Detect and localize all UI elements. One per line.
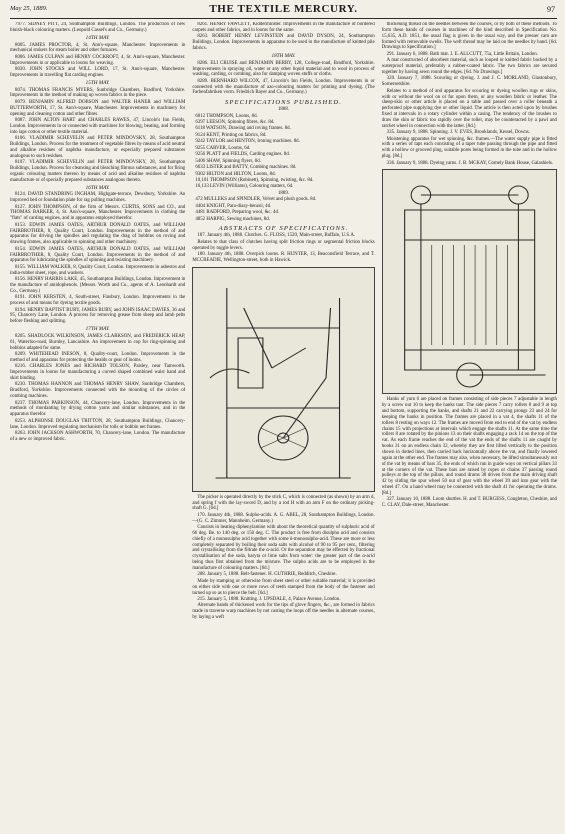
patent-entry: 8263. ROBERT HENRY LEVINSTEIN and DAVID DYSON, 24, Southampton Buildings, London. Improvements in apparatus to be used in the manufacture of knitted pile fabrics. [192,34,375,51]
abstract-entry: 320. January 7, 1888. Scouring or dyeing. J. and J. C. MORLAND, Glastonbury, Somersetshire. [381,76,557,88]
abstract-entry: 208. January 5, 1888. Belt-fastener. H. GUTHRIE, Redditch, Cheshire. [197,572,337,578]
abstract-entry: Relates to a method of and apparatus for scouring or dyeing woollen rugs or skins, with or without the wool on or fur upon them, or any woollen fabric or leather. The sheep-skin or other article is placed on a table and passed over a roller beneath a perforated pipe supplying dye or other liquid. The article is then acted upon by brushes fixed at intervals in a rotary cylinder within a casing. The tendency of the brushes to draw the skin or fabric too rapidly over the roller, may be counteracted by a pawl and ratchet wheel in connection with the latter. [8d.] [381,88,557,129]
abstract-entry: A mat constructed of absorbent material, such as looped or knitted fabric backed by a waterproof material, preferably a rubber-coated fabric. The two fabrics are secured together by having sewn round the edges. [6d. No Drawings.] [381,58,557,75]
dyeing-machine-figure [382,169,557,394]
abstract-entry: The picker is operated directly by the stick C, which is connected (as shown) by an arm d, and spring f with the lay-sword D, and by a rod H with an arm F on the ordinary picking-shaft G. [6d.] [192,494,375,512]
column-2 [192,22,374,822]
spec-item: 9302 HILTON and HILTON, Looms, 8d. [195,171,276,177]
patent-entry: 8194. HENRY BAPTIST BURY, JAMES BURY, and JOHN ISAAC DAVIES, 36 and 95, Chancery Lane, London. A process for removing grease from sheep and lamb pelts before fleshing and splitting. [10,307,186,325]
columns [10,22,557,822]
date-heading: 17TH MAY. [85,326,110,333]
specifications-list-1889 [192,197,374,222]
patent-entry: 8006. JAMES CULPAN and HENRY COCKROFT, 4, St. Ann's-square, Manchester. Improvements in or applicable to looms for weaving. [10,54,186,66]
patent-entry: 8209. WHITEHEAD INESON, 8, Quality-court, London. Improvements in the method of and apparatus for protecting the healds or gear of looms. [10,352,186,363]
spec-item: 9124 KENT, Printing on fabrics, 8d. [195,132,267,138]
issue-date: May 25, 1889. [10,5,48,12]
date-heading: 14TH MAY. [85,34,110,41]
spec-item: 6118 WATSON, Drawing and roving frames. 8d. [195,126,291,132]
loom-diagram-figure [192,267,374,492]
spec-item: 6397 LEESON, Spinning fibres, &c. 8d. [195,120,275,126]
patent-entry: 8216. CHARLES JONES and RICHARD TOLSON, Paisley, near Tamworth. Improvements in looms for manufacturing a curved shaped combined waist band and skirt binding. [10,364,186,381]
patent-entry: 7977. SIDNEY PITT, 24, Southampton Buildings, London. The production of new bluish-black colouring matters. (Leopold Cassel's and Co., Germany.) [10,22,186,33]
section-heading-specifications: SPECIFICATIONS PUBLISHED. [225,99,342,107]
page-number: 97 [547,5,555,14]
patent-entry: 8286. ELI CRUISE and BENJAMIN BERRY, 128, College-road, Bradford, Yorkshire. Improvements in spraying oil, water or any other liquid material and to wool in process of washing, carding, or combing, also for damping woven stuffs or cloths. [192,60,375,78]
patent-entry: 8074. THOMAS FRANCIS MYERS, Sunbridge Chambers, Bradford, Yorkshire. Improvements in the method of making up woven fabrics in the piece. [10,87,186,99]
patent-entry: 8289. BERNHARD WILCOX, 47, Lincoln's Inn Fields, London. Improvements in or connected with the manufacture of azo-colouring matters for printing and dyeing. (The Farbenfabriken vorm. Friedrich Bayer and Co., Germany.) [192,78,375,96]
specifications-list-1888 [192,114,374,191]
patent-entry: 8191. JOHN KERSTEN, 4, South-street, Finsbury, London. Improvements in the process of and means for dyeing textile goods. [10,295,186,307]
patent-entry: 8005. JAMES PROCTOR, 4, St. Ann's-square, Manchester. Improvements in mechanical stokers for steam boiler and other furnaces. [10,42,186,54]
abstract-entry: 180. January 4th, 1888. Overpick looms. R. HUNTER, 13, Beaconsfield Terrace, and T. MCCREADIE, Wellington-street, both in Hawick. [192,252,375,263]
patent-entry: 8205. SHADLOCK WILKINSON, JAMES CLARKSON, and FREDERICK HEAP, 61, Waterloo-road, Burnley, Lancashire. An improvement in cop for ring-spinning and bobbins adapted for same. [10,333,186,351]
abstract-entry: Hanks of yarn 6 are placed on frames consisting of side pieces 7 adjustable in length by a screw nut 10 to keep the hanks taut. The side pieces 7 carry rollers 8 and 9 at top and bottom, supporting the hanks, and shafts 21 and 22 carrying prongs 23 and 24 for keeping the hanks in position. The frames are placed in a vat 4, the shafts 11 of the rollers 8 resting on ways 12. The frames are moved from end to end of the vat by endless chains 15 with projections at intervals which engage the shafts 11. At the same time the rollers 8 are rotated by the pinions 13 on their shafts engaging a rack 14 on the top of the vat. As each frame reaches the end of the vat the ends of the shafts 11 are caught by hooks 31 on an endless chain 32, whereby they are first lifted vertically to the position shown in dotted lines, then carried back horizontally above the vat, and finally lowered again at the other end. The frames may also, when necessary, be lifted simultaneously out of the vat by means of bars 35, the ends of which run in guide ways on vertical pillars 33 at the corners of the vat. These bars are raised by ropes or chains 37 passing round pulleys at the top of the pillars, and round drums 38 driven from the main driving shaft 42 by sliding the spur wheel 50 out of gear with the wheel 39 and into gear with the wheel 47. On a hand wheel may be connected with the shaft 41 for operating the drums. [8d.] [381,397,557,496]
abstract-entry: 291. January 6, 1888. Bath mat. J. E. ALLCUTT, 75a, Little Britain, London. [386,51,538,57]
spec-item: 4852 HARPIG, Sewing machines, 8d. [195,216,270,222]
spec-item: 5406 SHAW, Spinning flyers, 8d. [195,158,261,164]
overpick-loom-illustration [193,268,373,491]
abstract-entry: Moistening apparatus for wet spinning, &c. frames.—The water supply pipe is fitted with a series of taps each consisting of a taper tube passing through the pipe and fitted with a hollow or grooved plug, suitable pores being formed in the tube and in the hollow plug. [8d.] [381,136,557,160]
date-heading: 18TH MAY. [271,52,296,59]
patent-entry: 8253. ALPHONSE DOUGLAS TRITTON, 28, Southampton Buildings, Chancery-lane, London. Improved regulating mechanism for tolls or bobbin net frames. [10,418,186,430]
patent-entry: 8156. HENRY HARRIS LAKE, 45, Southampton Buildings, London. Improvement in the manufacture of amidophenols. (Messrs. Worth and Co., agents of A. Leonhardt and Co., Germany.) [10,277,186,294]
patent-entry: 8087. JOHN ALTON HART and CHARLES RAWES, 47, Lincoln's Inn Fields, London. Improvements in or connected with machines for blowing, beating, and forming into laps cotton or other textile material. [10,118,186,135]
patent-entry: 8237. THOMAS PARKINSON, 44, Chancery-lane, London. Improvements in the methods of mordanting by drying cotton yarns and similar substances, and in the apparatus therefor. [10,400,186,418]
abstract-entry: 187. January 4th, 1888. Clutches. G. FLOSS, 1520, Main-street, Buffalo, U.S.A. [197,233,356,239]
abstract-entry: 215. January 5, 1888. Knitting. J. UPSDALE, 4, Palace Avenue, London. [197,597,341,602]
abstract-entry: 170. January 4th, 1888. Sulpho-acids. A. G. ABEL, 28, Southampton Buildings, London.—(G. C. Zimmer, Mannheim, Germany.) [192,512,375,524]
spec-item: 4481 RADFORD, Preparing wool, &c. 4d. [195,210,280,216]
column-3 [382,22,557,822]
abstract-entry: Alternate bands of thickened work for the tips of glove fingers, &c., are formed in fabrics made in traverse warp machines by not casting the loops off the needles in alternate courses, by laying a weft [192,603,375,621]
year-heading: 1888. [277,107,289,113]
page-header [10,4,557,19]
section-heading-abstracts: ABSTRACTS OF SPECIFICATIONS. [218,225,349,233]
patent-entry: 8127. JOHN THOMPSON, of the firm of Messrs. CURTIS, SONS and CO., and THOMAS BARKER, 4, St. Ann's-square, Manchester. Improvements in clothing the "flats" of carding engines, and in apparatus employed therefor. [10,204,186,222]
patent-entry: 8106. VLADIMIR SCHEVELIN and PETER MINDOVSKY, 28, Southampton Buildings, London. Process for the treatment of vegetable fibres by means of acid neutral and alkaline residues of naphtha manufacture, or especially prepared substances analogous to such residues. [10,136,186,159]
patent-entry: 8030. JOHN STOCKS and WILL LORD, 17, St. Ann's-square, Manchester. Improvements in travelling flat carding engines. [10,67,186,78]
abstract-entry: 335. January 9, 1888. Spinning. J. V. EVES, Brooklands, Kessel, Downs. [386,130,530,136]
patent-entry: 8079. BENJAMIN ALFRED DOBSON and WALTER HANER and WILLIAM BUTTERWORTH, 17, St. Ann's-square, Manchester. Improvements in machinery for opening and cleaning cotton and other fibres. [10,99,186,117]
masthead-title: THE TEXTILE MERCURY. [209,3,358,15]
date-heading: 16TH MAY. [85,184,110,191]
patent-entry: 8263. JOHN JACKSON ASHWORTH, 70, Chancery-lane, London. The manufacture of a new or improved fabric. [10,430,186,442]
patent-entry: 8155. WILLIAM WALKER, 8, Quality Court, London. Improvements in asbestos and india-rubber sheet, rope, and washers. [10,264,186,276]
spec-item: 16,133 LEVIN (Williams), Colouring matters, 6d. [195,184,294,190]
spec-item: 472 MULLEKS and SPINDLER, Velvet and plush goods. 8d. [195,197,317,203]
spec-item: 6633 LISTER and BATTY, Combing machines. 8d. [195,165,297,171]
abstract-entry: Consists in heating diphenylamine with about the theoretical quantity of sulphuric acid of 66 deg. Be. to 140 deg. or 150 deg. C. The product is free from disulpho acid and consists chiefly of a monosulpho acid together with some δ-monosulpho-acid. These are more or less completely separated by boiling their soda salts with alcohol of 90 to 95 per cent., filtering and crystallising from the filtrate the α-acid. Or the separation may be effected by fractional crystallisation of the soda, baryta or lime salts from water: the greater part of the α-acid being thus first obtained from the mixture. The sulpho acids are to be employed in the manufacture of colouring matters. [6d.] [192,525,375,571]
year-heading: 1889. [277,190,289,196]
patent-entry: 8261. HENRY FAWCETT, Kidderminster. Improvements in the manufacture of bordered carpets and other fabrics, and in looms for the same. [192,22,375,33]
abstract-entry: Relates to that class of clutches having split friction rings or segmental friction blocks operated by toggle levers. [192,239,375,251]
patent-entry: 8154. EDWIN JAMES OATES, ARTHUR DONALD OATES, and WILLIAM FAIRBROTHER, 8, Quality Court, London. Improvements in the method of and apparatus for lubricating the spindles of spinning and twisting machinery. [10,246,186,264]
patent-entry: 8230. THOMAS HANNON and THOMAS HENRY SHAW, Sunbridge Chambers, Bradford, Yorkshire. Improvements connected with the mounting of the circles of combing machines. [10,382,186,400]
dyeing-vat-illustration [383,170,556,393]
spec-item: 6012 THOMPSON, Looms, 8d. [195,113,258,119]
abstract-entry: 327. January 10, 1888. Loom shuttles. H. and T. BURGESS, Congleton, Cheshire, and C. CLAY, Dale-street, Manchester. [381,497,557,509]
spec-item: 9255 CARVER, Looms, 6d. [195,145,251,151]
abstract-entry: 336. January 9, 1888. Dyeing yarns. J. B. MCKAY, Comely Bank House, Galashiels. [386,160,554,166]
date-heading: 15TH MAY. [85,79,110,86]
spec-item: 9242 TAYLOR and HENTON, Ironing machines. 8d. [195,139,300,145]
abstract-entry: Made by stamping or otherwise from sheet steel or other suitable material; it is provided on either side with one or more rows of teeth stamped from the body of the fastener and turned up so as to pierce the belt. [6d.] [192,578,375,596]
spec-item: 4404 KNIGHT, Para-diazy-benzol, 4d. [195,203,272,209]
patent-entry: 8124. DAVID STANDRING INGHAM, Highgate-terrace, Dewsbury, Yorkshire. An improved bed or foundation plate for rag pulling machines. [10,192,186,204]
column-1 [10,22,185,822]
patent-entry: 8107. VLADIMIR SCHEVELIN and PETER MINDOVSKY, 28, Southampton Buildings, London. Process for cleansing and bleaching fibrous substances, and for firing organic colouring matters thereon by means of acid and alkaline residues of naphtha manufacture or of specially prepared substances analogous thereto. [10,160,186,183]
spec-item: 9256 PLATT and FIELDS, Carding engines. 8d. [195,152,290,158]
patent-entry: 8153. EDWIN JAMES OATES, ARTHUR DONALD OATES, and WILLIAM FAIRBROTHER, 8, Quality Court, London. Improvements in the method of and apparatus for driving the spindles and regulating the drag of bobbins on roving and drawing frames, also applicable to spinning and other machinery. [10,222,186,246]
abstract-entry: thickening thread on the needles between the courses, or by both of these methods. To form these bands of courses in machines of the kind described in Specification No. 15,635, A.D. 1851, the usual flag is given in the usual way, and the presser cam are formed with removable swells. The weft thread may be laid on the needles by hand. [6d. Drawings to Specification.] [381,22,557,51]
spec-item: 10,101 THOMPSON (Robinett), Spinning, twisting, &c. 8d. [195,177,314,183]
